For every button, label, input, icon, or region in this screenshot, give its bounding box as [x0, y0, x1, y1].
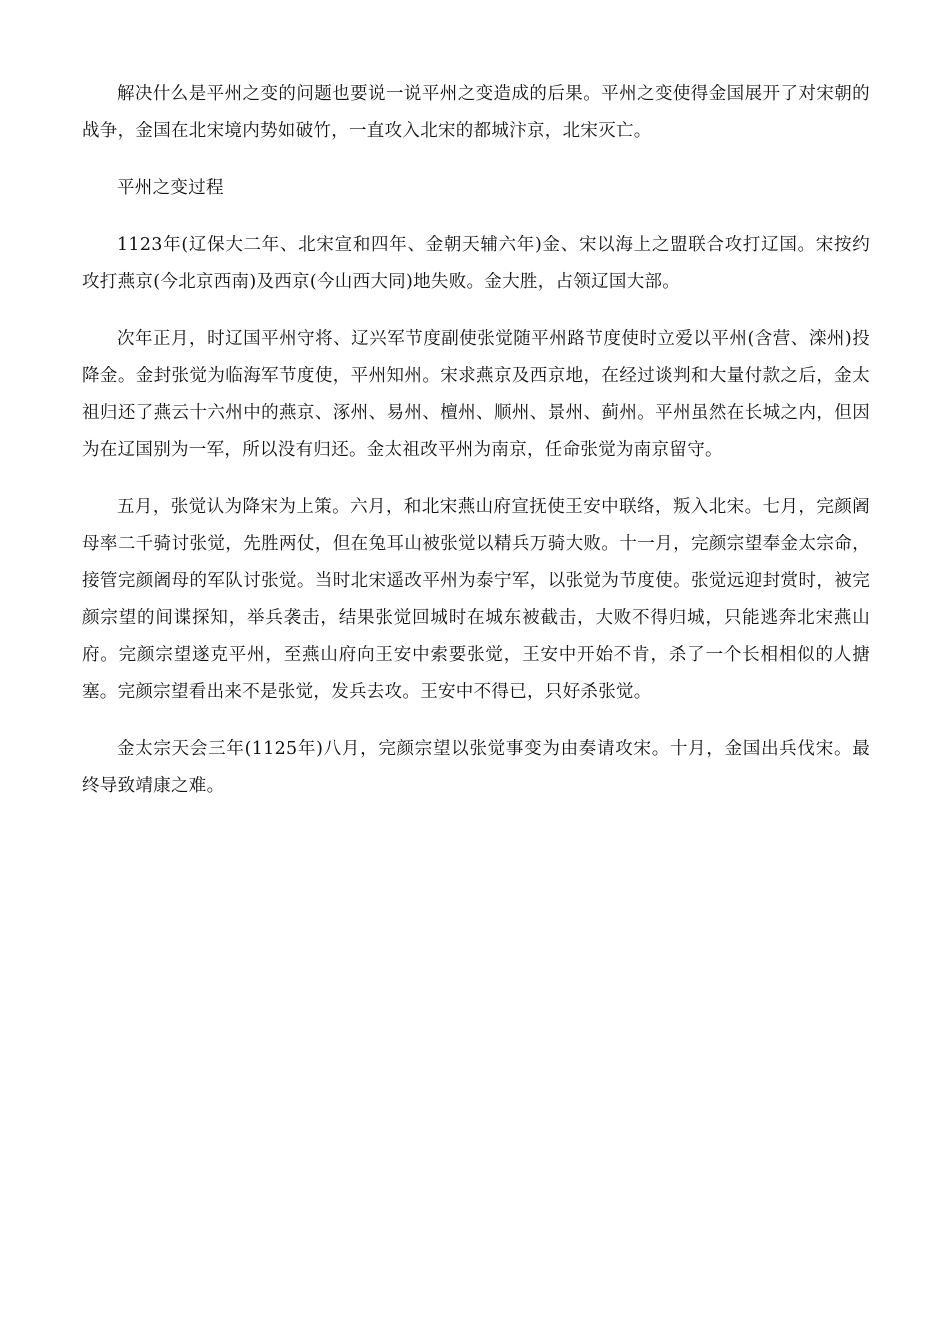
paragraph-surrender: 次年正月，时辽国平州守将、辽兴军节度副使张觉随平州路节度使时立爱以平州(含营、滦州)投降金。金封张觉为临海军节度使，平州知州。宋求燕京及西京地，在经过谈判和大量付款之后，金太祖归还了燕云十六州中的燕京、涿州、易州、檀州、顺州、景州、蓟州。平州虽然在长城之内，但因为在辽国别为一军，所以没有归还。金太祖改平州为南京，任命张觉为南京留守。 — [82, 329, 870, 460]
section-heading: 平州之变过程 — [117, 178, 224, 198]
paragraph-1123: 1123年(辽保大二年、北宋宣和四年、金朝天辅六年)金、宋以海上之盟联合攻打辽国。宋按约攻打燕京(今北京西南)及西京(今山西大同)地失败。金大胜，占领辽国大部。 — [82, 235, 870, 292]
intro-paragraph: 解决什么是平州之变的问题也要说一说平州之变造成的后果。平州之变使得金国展开了对宋朝的战争，金国在北宋境内势如破竹，一直攻入北宋的都城汴京，北宋灭亡。 — [82, 84, 870, 141]
document-page — [82, 76, 870, 825]
paragraph-aftermath: 金太宗天会三年(1125年)八月，完颜宗望以张觉事变为由奏请攻宋。十月，金国出兵伐宋。最终导致靖康之难。 — [82, 739, 870, 796]
paragraph-rebellion: 五月，张觉认为降宋为上策。六月，和北宋燕山府宣抚使王安中联络，叛入北宋。七月，完颜阇母率二千骑讨张觉，先胜两仗，但在兔耳山被张觉以精兵万骑大败。十一月，完颜宗望奉金太宗命，接管完颜阇母的军队讨张觉。当时北宋遥改平州为泰宁军，以张觉为节度使。张觉远迎封赏时，被完颜宗望的间谍探知，举兵袭击，结果张觉回城时在城东被截击，大败不得归城，只能逃奔北宋燕山府。完颜宗望遂克平州，至燕山府向王安中索要张觉，王安中开始不肯，杀了一个长相相似的人搪塞。完颜宗望看出来不是张觉，发兵去攻。王安中不得已，只好杀张觉。 — [82, 497, 870, 702]
